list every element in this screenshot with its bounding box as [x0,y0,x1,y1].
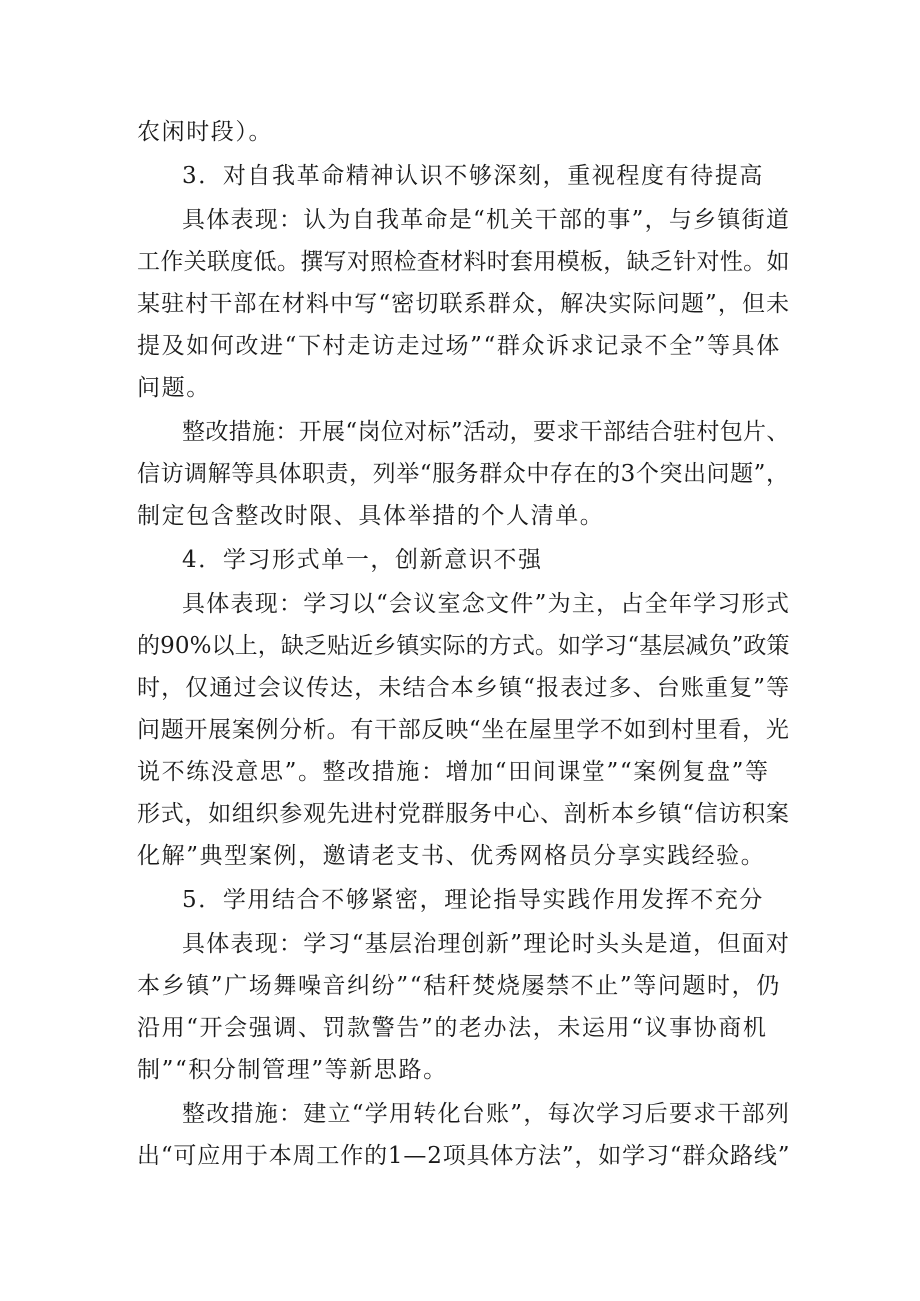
paragraph-line: 说不练没意思”。整改措施：增加“田间课堂”“案例复盘”等 [137,759,770,785]
paragraph-line: 问题。 [137,375,211,401]
paragraph-line: 具体表现：认为自我革命是“机关干部的事”，与乡镇街道 [182,207,791,233]
paragraph-line: 化解”典型案例，邀请老支书、优秀网格员分享实践经验。 [137,843,766,869]
paragraph-line: 形式，如组织参观先进村党群服务中心、剖析本乡镇“信访积案 [137,801,790,827]
paragraph-line: 整改措施：开展“岗位对标”活动，要求干部结合驻村包片、 [182,419,790,445]
paragraph-line: 提及如何改进“下村走访走过场”“群众诉求记录不全”等具体 [137,333,781,359]
paragraph-line: 信访调解等具体职责，列举“服务群众中存在的3个突出问题”， [137,461,790,487]
paragraph-line: 出“可应用于本周工作的1—2项具体方法”，如学习“群众路线” [137,1143,791,1169]
paragraph-line: 制定包含整改时限、具体举措的个人清单。 [137,503,605,529]
section-heading-4: 4．学习形式单一，创新意识不强 [182,547,543,573]
paragraph-line: 制”“积分制管理”等新思路。 [137,1057,448,1083]
paragraph-line: 农闲时段）。 [137,119,274,145]
paragraph-line: 问题开展案例分析。有干部反映“坐在屋里学不如到村里看，光 [137,717,790,743]
paragraph-line: 具体表现：学习“基层治理创新”理论时头头是道，但面对 [182,931,791,957]
paragraph-line: 的90%以上，缺乏贴近乡镇实际的方式。如学习“基层减负”政策 [137,633,790,659]
paragraph-line: 整改措施：建立“学用转化台账”，每次学习后要求干部列 [182,1101,791,1127]
section-heading-5: 5．学用结合不够紧密，理论指导实践作用发挥不充分 [182,887,765,913]
section-heading-3: 3．对自我革命精神认识不够深刻，重视程度有待提高 [182,163,765,189]
paragraph-line: 具体表现：学习以“会议室念文件”为主，占全年学习形式 [182,591,791,617]
paragraph-line: 本乡镇”广场舞噪音纠纷”“秸秆焚烧屡禁不止”等问题时，仍 [137,973,781,999]
paragraph-line: 沿用“开会强调、罚款警告”的老办法，未运用“议事协商机 [137,1015,768,1041]
paragraph-line: 某驻村干部在材料中写“密切联系群众，解决实际问题”，但未 [137,291,791,317]
paragraph-line: 时，仅通过会议传达，未结合本乡镇“报表过多、台账重复”等 [137,675,791,701]
paragraph-line: 工作关联度低。撰写对照检查材料时套用模板，缺乏针对性。如 [137,249,790,275]
